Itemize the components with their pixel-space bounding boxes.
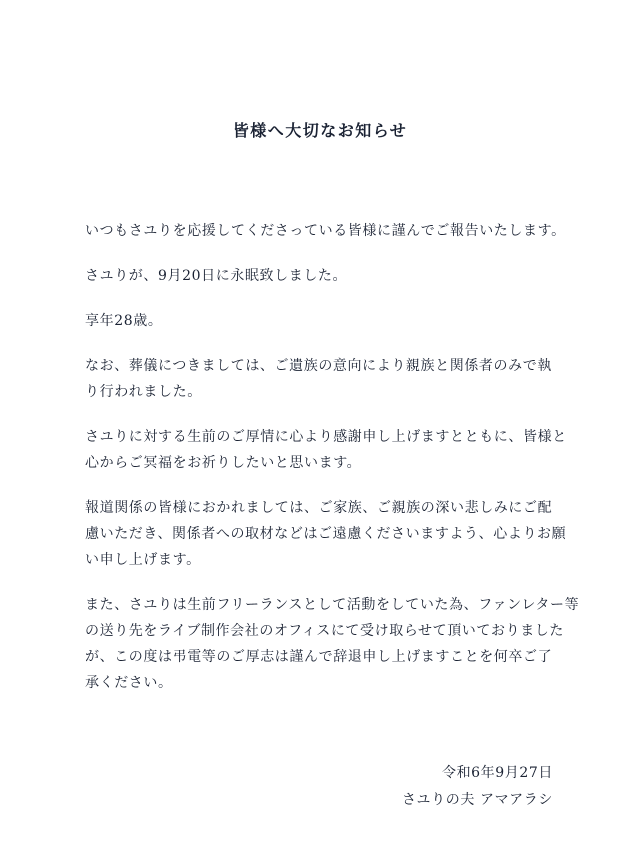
notice-title: 皆様へ大切なお知らせ bbox=[232, 121, 408, 140]
paragraph-line: いつもさユりを応援してくださっている皆様に謹んでご報告いたします。 bbox=[85, 223, 566, 239]
paragraph-line: 享年28歳。 bbox=[85, 313, 163, 329]
paragraph-line: さユりが、9月20日に永眠致しました。 bbox=[85, 268, 348, 284]
paragraph-line: さユりに対する生前のご厚情に心より感謝申し上げますとともに、皆様と bbox=[85, 429, 567, 445]
paragraph-press-request bbox=[85, 495, 567, 573]
paragraph-line: 心からご冥福をお祈りしたいと思います。 bbox=[85, 455, 362, 471]
paragraph-line: り行われました。 bbox=[85, 384, 202, 400]
paragraph-line: なお、葬儀につきましては、ご遺族の意向により親族と関係者のみで執 bbox=[85, 358, 552, 374]
signature-date: 令和6年9月27日 bbox=[441, 765, 553, 781]
paragraph-line: が、この度は弔電等のご厚志は謹んで辞退申し上げますことを何卒ご了 bbox=[85, 649, 553, 665]
signature-name: さユりの夫 アマアラシ bbox=[401, 792, 553, 808]
paragraph-line: 報道関係の皆様におかれましては、ご家族、ご親族の深い悲しみにご配 bbox=[85, 500, 553, 516]
paragraph-line: また、さユりは生前フリーランスとして活動をしていた為、ファンレター等 bbox=[85, 597, 580, 613]
paragraph-greeting bbox=[85, 218, 566, 244]
paragraph-age bbox=[85, 308, 560, 334]
paragraph-line: の送り先をライブ制作会社のオフィスにて受け取らせて頂いておりました bbox=[85, 623, 564, 639]
paragraph-gratitude bbox=[85, 424, 567, 476]
paragraph-condolences bbox=[85, 592, 580, 696]
notice-body bbox=[85, 218, 580, 715]
paragraph-line: 承ください。 bbox=[85, 675, 173, 691]
paragraph-line: 慮いただき、関係者への取材などはご遠慮くださいますよう、心よりお願 bbox=[85, 526, 567, 542]
paragraph-line: い申し上げます。 bbox=[85, 552, 201, 568]
paragraph-passing bbox=[85, 263, 560, 289]
paragraph-funeral bbox=[85, 353, 560, 405]
signature-block bbox=[402, 760, 553, 814]
